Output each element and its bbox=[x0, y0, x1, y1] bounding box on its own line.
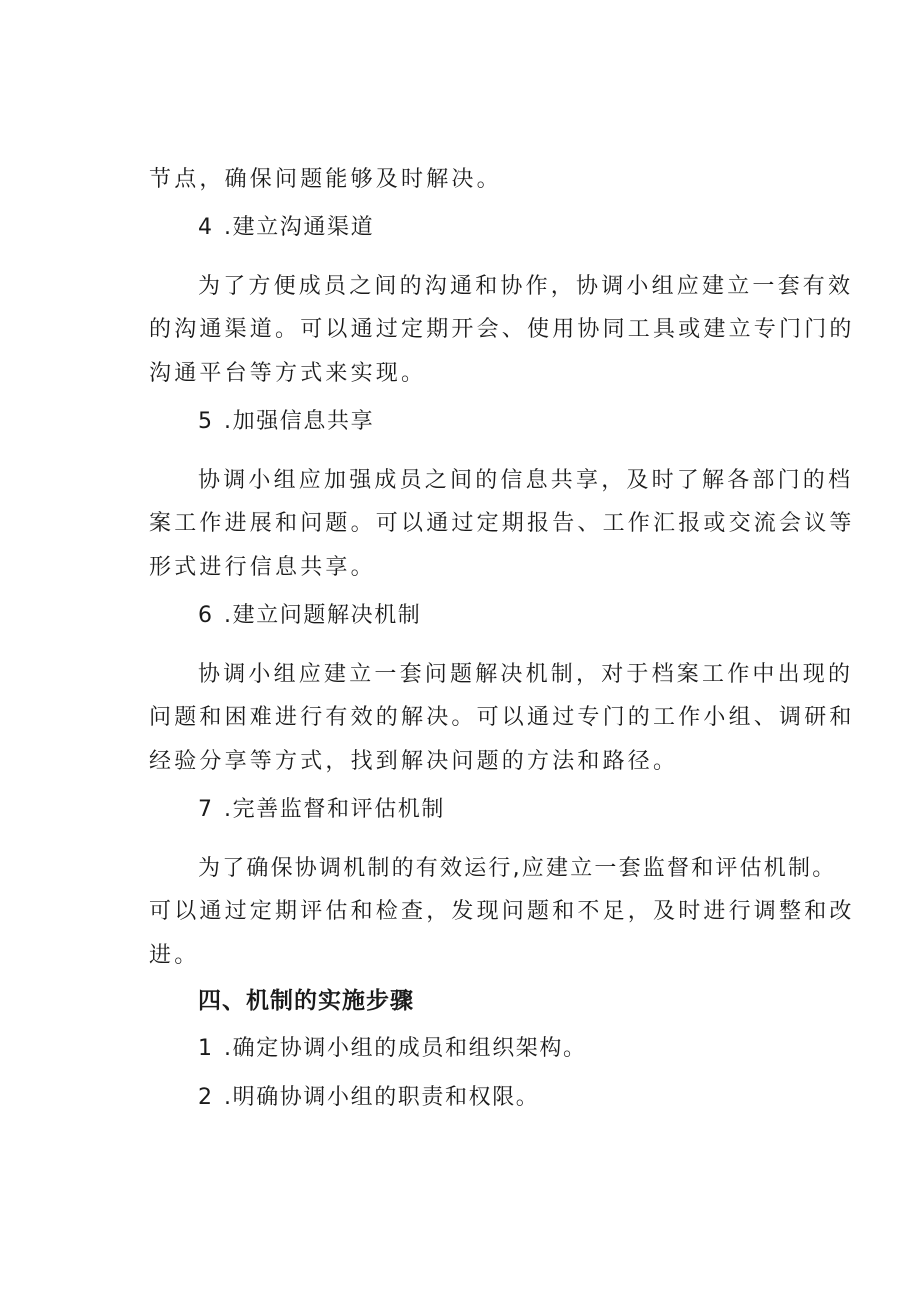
text-line: 问题和困难进行有效的解决。可以通过专门的工作小组、调研和 bbox=[149, 705, 855, 730]
section-heading-7 bbox=[0, 795, 920, 825]
step-item-2 bbox=[0, 1083, 920, 1113]
section-title: .建立沟通渠道 bbox=[224, 215, 375, 240]
text-line: 沟通平台等方式来实现。 bbox=[149, 361, 427, 386]
text-line: 节点，确保问题能够及时解决。 bbox=[149, 167, 502, 192]
section-number: 7 bbox=[198, 797, 214, 822]
section-number: 5 bbox=[198, 409, 214, 434]
section-title: .完善监督和评估机制 bbox=[224, 797, 445, 822]
section-heading-6 bbox=[0, 601, 920, 631]
text-line: 案工作进展和问题。可以通过定期报告、工作汇报或交流会议等 bbox=[149, 511, 855, 536]
text-line: 协调小组应加强成员之间的信息共享，及时了解各部门的档 bbox=[198, 468, 854, 493]
section-heading-4 bbox=[0, 213, 920, 243]
step-item-1 bbox=[0, 1034, 920, 1064]
section-number: 4 bbox=[198, 215, 214, 240]
text-line: 经验分享等方式，找到解决问题的方法和路径。 bbox=[149, 749, 679, 774]
text-line: 的沟通渠道。可以通过定期开会、使用协同工具或建立专门门的 bbox=[149, 317, 855, 342]
text-line: 形式进行信息共享。 bbox=[149, 555, 376, 580]
section-title: .加强信息共享 bbox=[224, 409, 375, 434]
text-line: 为了确保协调机制的有效运行,应建立一套监督和评估机制。 bbox=[198, 856, 837, 881]
section-heading-5 bbox=[0, 407, 920, 437]
text-line: 协调小组应建立一套问题解决机制，对于档案工作中出现的 bbox=[198, 662, 854, 687]
chapter-heading: 四、机制的实施步骤 bbox=[198, 988, 414, 1014]
step-number: 2 bbox=[198, 1085, 214, 1110]
section-number: 6 bbox=[198, 603, 214, 628]
text-line: 进。 bbox=[149, 943, 200, 968]
text-line: 可以通过定期评估和检查，发现问题和不足，及时进行调整和改 bbox=[149, 899, 855, 924]
step-text: .确定协调小组的成员和组织架构。 bbox=[224, 1036, 587, 1061]
step-text: .明确协调小组的职责和权限。 bbox=[224, 1085, 540, 1110]
section-title: .建立问题解决机制 bbox=[224, 603, 422, 628]
step-number: 1 bbox=[198, 1036, 214, 1061]
text-line: 为了方便成员之间的沟通和协作，协调小组应建立一套有效 bbox=[198, 274, 854, 299]
